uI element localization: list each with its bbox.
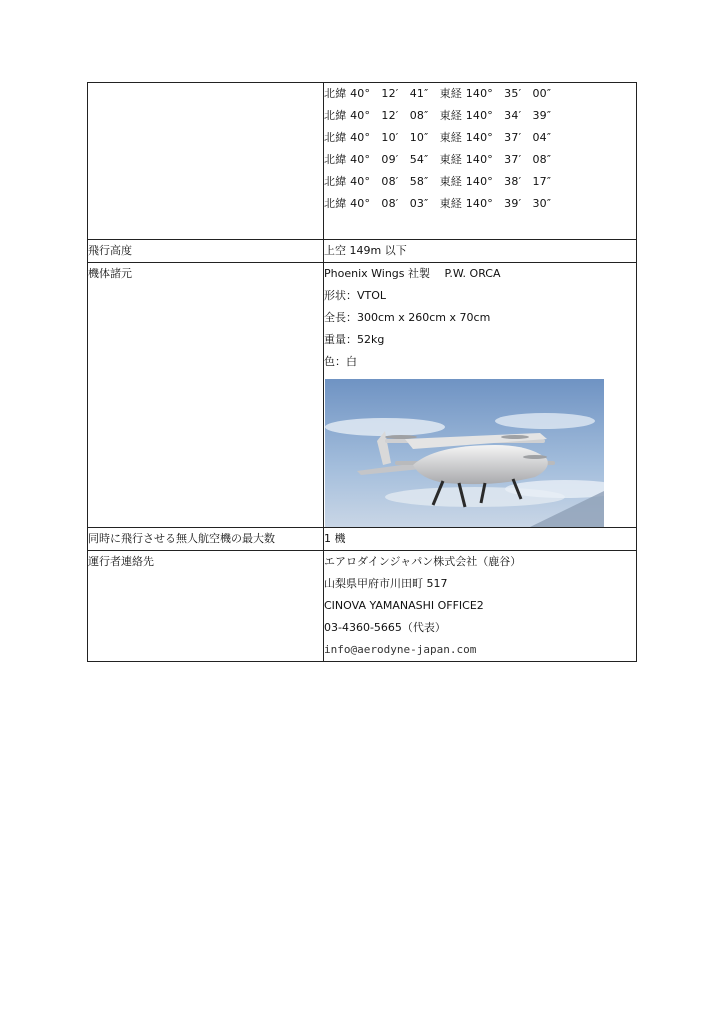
vtol-drone-photo bbox=[325, 379, 604, 527]
coordinate-line: 北緯 40° 08′ 03″ 東経 140° 39′ 30″ bbox=[324, 197, 552, 210]
aircraft-weight: 重量：52kg bbox=[324, 333, 385, 346]
operator-address: 山梨県甲府市川田町 517 bbox=[324, 577, 448, 590]
operator-phone: 03-4360-5665（代表） bbox=[324, 621, 446, 634]
max-aircraft-value: 1 機 bbox=[324, 528, 637, 551]
max-aircraft-label: 同時に飛行させる無人航空機の最大数 bbox=[88, 528, 324, 551]
operator-company: エアロダインジャパン株式会社（鹿谷） bbox=[324, 555, 522, 568]
table-row bbox=[88, 528, 637, 551]
aircraft-maker: Phoenix Wings 社製 P.W. ORCA bbox=[324, 267, 501, 280]
aircraft-label: 機体諸元 bbox=[88, 263, 324, 528]
coordinates-label-cell bbox=[88, 83, 324, 240]
coordinates-cell bbox=[324, 83, 637, 240]
coordinate-line: 北緯 40° 12′ 41″ 東経 140° 35′ 00″ bbox=[324, 87, 552, 100]
altitude-label: 飛行高度 bbox=[88, 240, 324, 263]
coordinate-line: 北緯 40° 08′ 58″ 東経 140° 38′ 17″ bbox=[324, 175, 552, 188]
coordinate-line: 北緯 40° 10′ 10″ 東経 140° 37′ 04″ bbox=[324, 131, 552, 144]
aircraft-shape: 形状：VTOL bbox=[324, 289, 387, 302]
table-row bbox=[88, 263, 637, 528]
table-row bbox=[88, 83, 637, 240]
aircraft-color: 色：白 bbox=[324, 355, 357, 368]
operator-office: CINOVA YAMANASHI OFFICE2 bbox=[324, 599, 484, 612]
coordinate-line: 北緯 40° 12′ 08″ 東経 140° 34′ 39″ bbox=[324, 109, 552, 122]
operator-email: info@aerodyne-japan.com bbox=[324, 643, 477, 656]
operator-label: 運行者連絡先 bbox=[88, 551, 324, 662]
flight-plan-table bbox=[87, 82, 637, 662]
aircraft-spec-cell bbox=[324, 263, 637, 528]
coordinate-line: 北緯 40° 09′ 54″ 東経 140° 37′ 08″ bbox=[324, 153, 552, 166]
table-row bbox=[88, 551, 637, 662]
table-row bbox=[88, 240, 637, 263]
aircraft-length: 全長：300cm x 260cm x 70cm bbox=[324, 311, 491, 324]
operator-contact-cell bbox=[324, 551, 637, 662]
altitude-value: 上空 149m 以下 bbox=[324, 240, 637, 263]
